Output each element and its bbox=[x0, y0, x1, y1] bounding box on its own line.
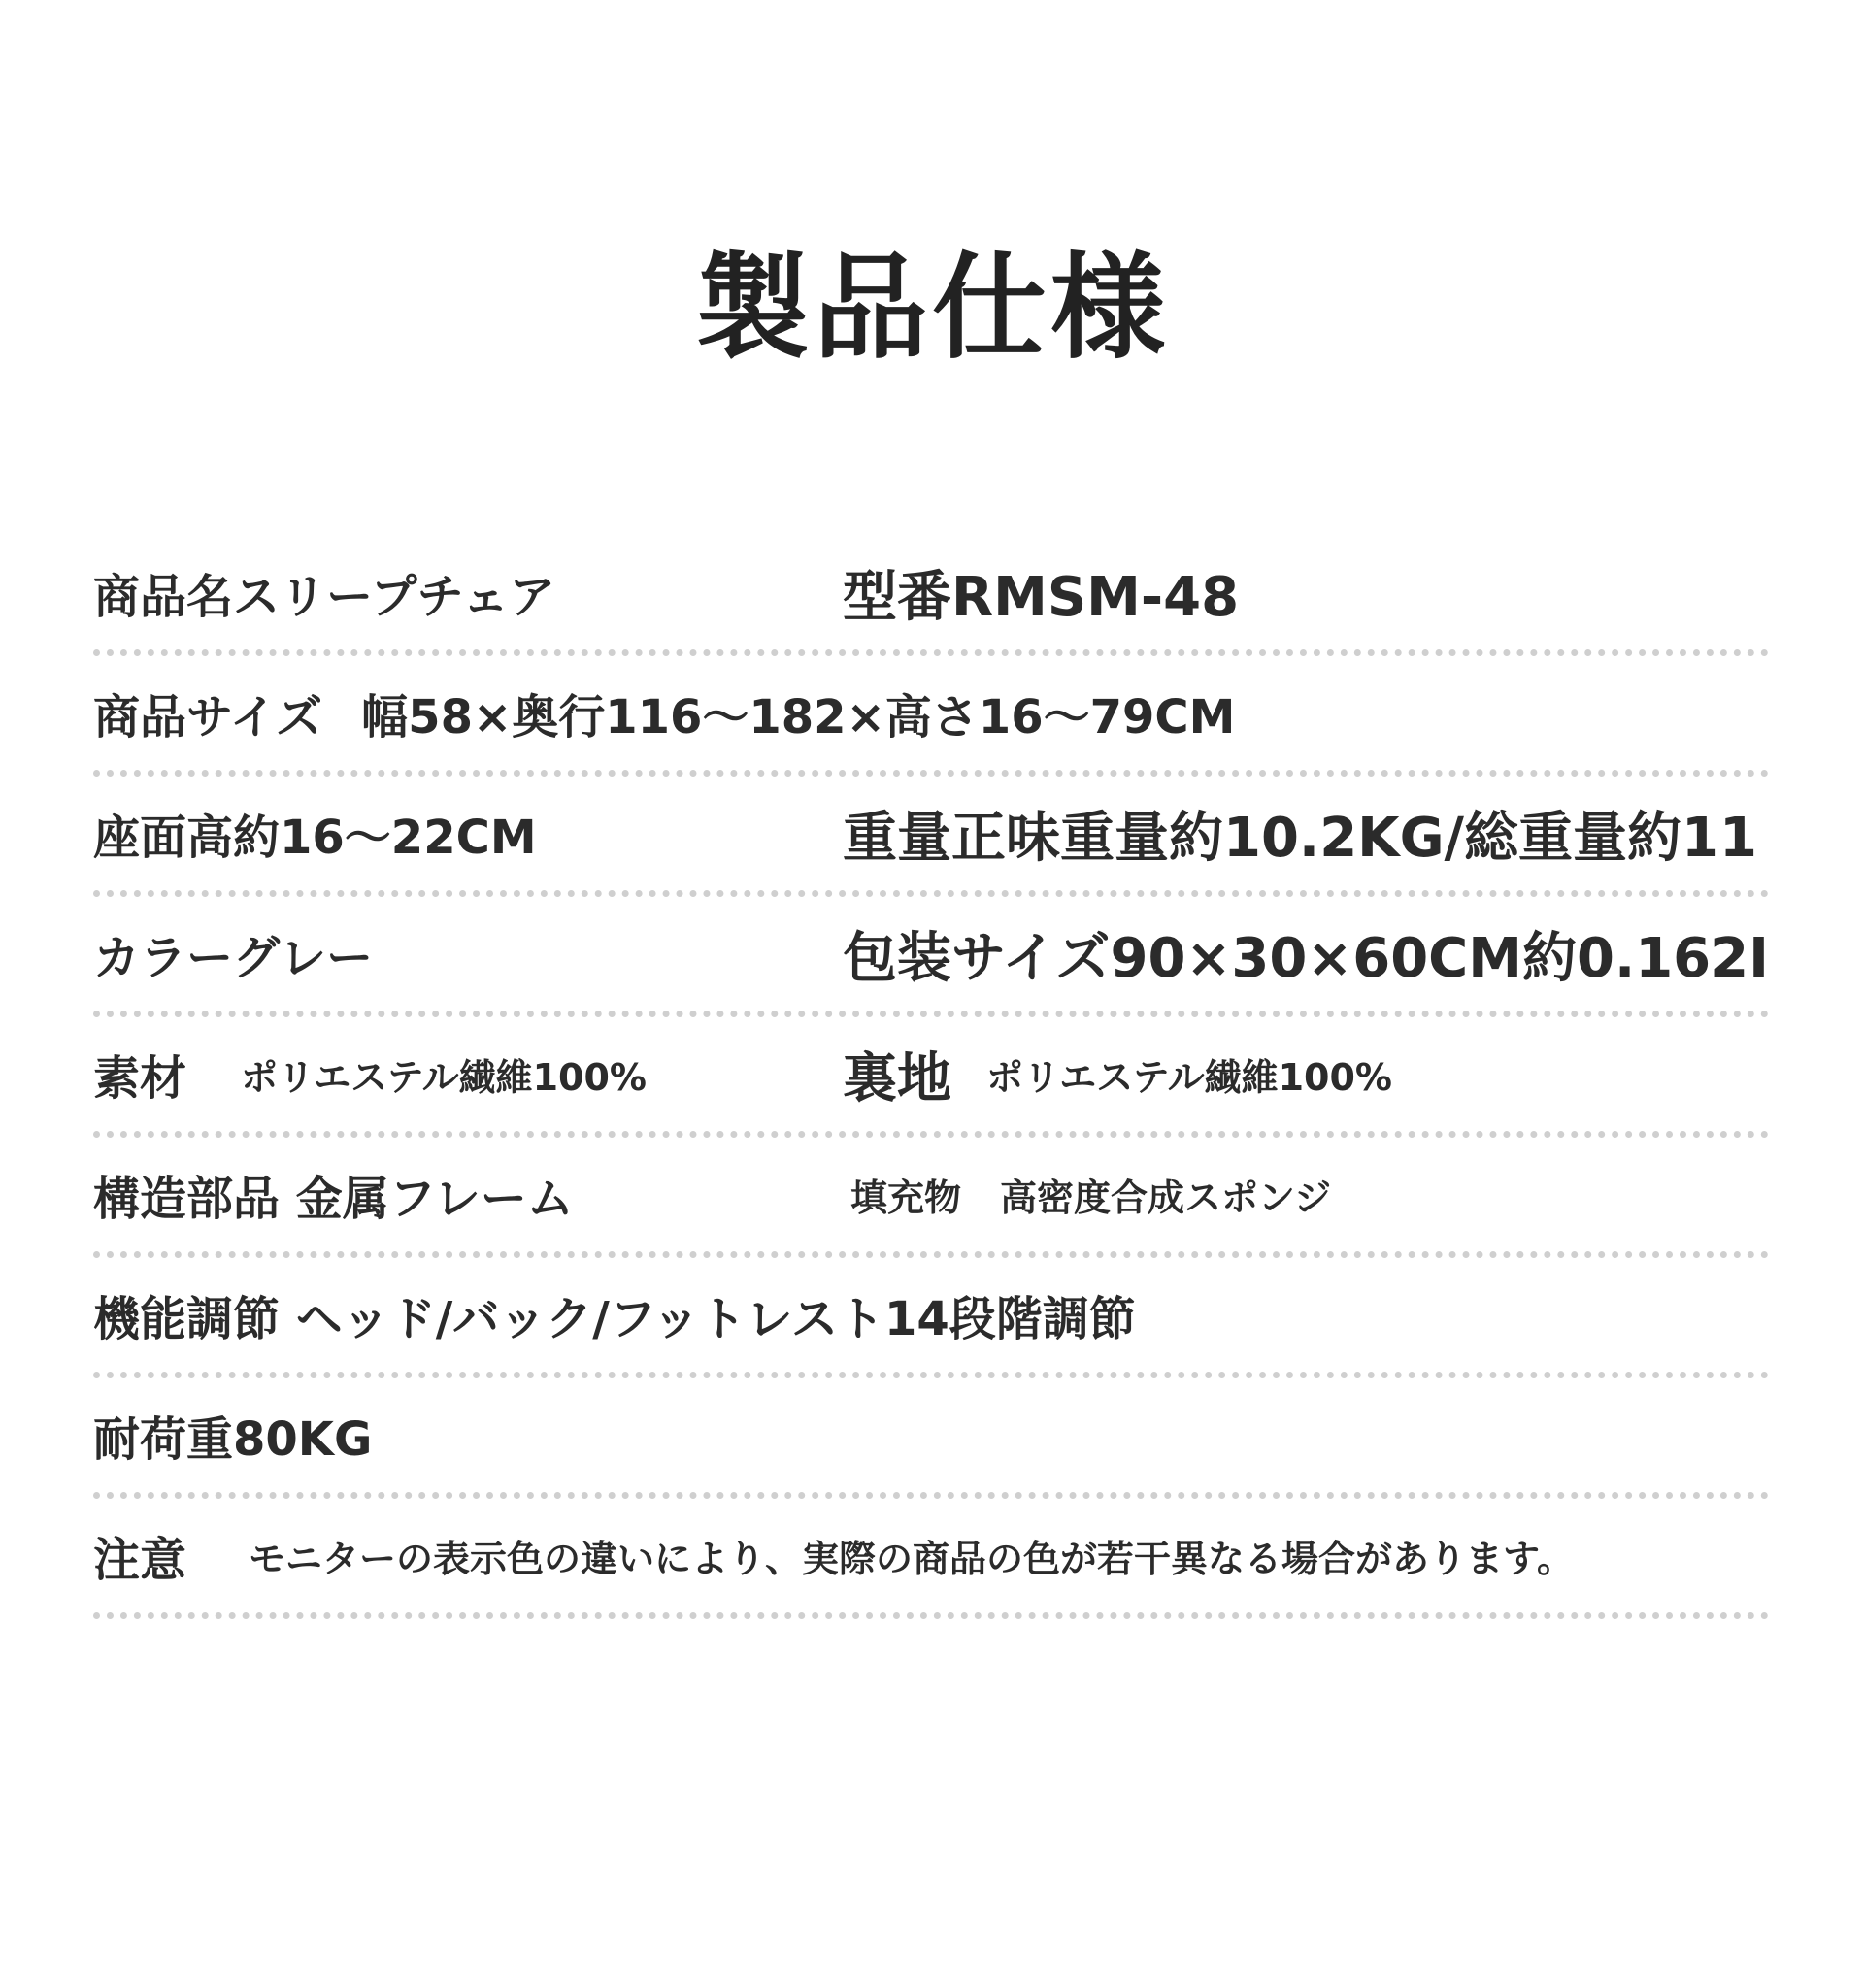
filling-value: 高密度合成スポンジ bbox=[1000, 1176, 1332, 1219]
spec-row-name-model bbox=[93, 536, 1769, 656]
seat-height: 座面高約16～22CM bbox=[93, 811, 537, 865]
weight: 重量正味重量約10.2KG/総重量約11 bbox=[843, 806, 1757, 870]
color: カラーグレー bbox=[93, 931, 374, 985]
material-value: ポリエステル繊維100% bbox=[241, 1056, 647, 1099]
filling bbox=[850, 1138, 1331, 1251]
spec-row-function bbox=[93, 1258, 1769, 1378]
note-value: モニターの表示色の違いにより、実際の商品の色が若干異なる場合があります。 bbox=[249, 1538, 1574, 1580]
spec-row-load bbox=[93, 1378, 1769, 1499]
spec-row-note bbox=[93, 1499, 1769, 1619]
lining-label: 裏地 bbox=[843, 1046, 951, 1110]
spec-table bbox=[93, 536, 1769, 1619]
size-label: 商品サイズ bbox=[93, 690, 323, 745]
package-size: 包装サイズ90×30×60CM約0.162I bbox=[843, 926, 1769, 990]
structure: 構造部品 金属フレーム bbox=[93, 1172, 574, 1226]
lining-value: ポリエステル繊維100% bbox=[986, 1056, 1392, 1099]
material-label: 素材 bbox=[93, 1051, 187, 1106]
lining bbox=[843, 1017, 1392, 1131]
function: 機能調節 ヘッド/バック/フットレスト14段階調節 bbox=[93, 1292, 1136, 1346]
size-value: 幅58×奥行116～182×高さ16～79CM bbox=[361, 690, 1236, 745]
material bbox=[93, 1017, 647, 1131]
load-capacity: 耐荷重80KG bbox=[93, 1412, 373, 1467]
product-name: 商品名スリープチェア bbox=[93, 570, 556, 624]
note-label: 注意 bbox=[93, 1533, 187, 1587]
spec-row-seat-weight bbox=[93, 777, 1769, 897]
spec-row-structure-filling bbox=[93, 1138, 1769, 1258]
page-title: 製品仕様 bbox=[694, 241, 1169, 375]
spec-row-color-package bbox=[93, 897, 1769, 1017]
filling-label: 填充物 bbox=[850, 1176, 962, 1219]
spec-row-material-lining bbox=[93, 1017, 1769, 1138]
product-size bbox=[93, 656, 1235, 770]
note bbox=[93, 1499, 1574, 1612]
spec-row-size bbox=[93, 656, 1769, 777]
model-number: 型番RMSM-48 bbox=[843, 565, 1240, 629]
